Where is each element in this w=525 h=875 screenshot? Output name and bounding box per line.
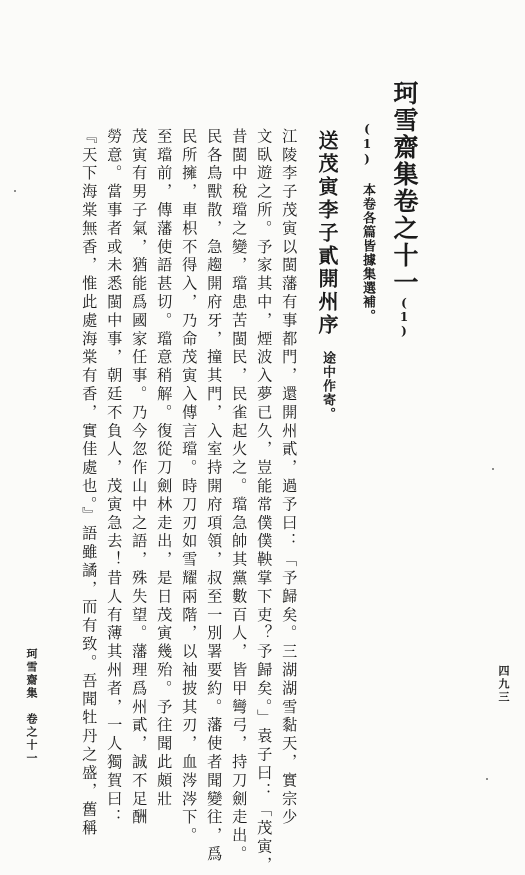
section-heading-note: 途中作寄。 bbox=[320, 351, 335, 421]
body-column-4: 民各鳥獸散，急趨開府牙，撞其門，入室持開府項領，叔至一別署要約。藩使者聞變往，爲 bbox=[205, 128, 224, 864]
body-column-8: 勞意。當事者或未悉閩中事，朝廷不負人，茂寅急去！昔人有薄其州者，一人獨賀曰： bbox=[105, 128, 124, 828]
scan-speck bbox=[492, 468, 494, 470]
page-number: 四九三 bbox=[497, 665, 510, 704]
volume-title-text: 珂雪齋集卷之十一 bbox=[390, 80, 419, 296]
section-heading-text: 送茂寅李子貳開州序 bbox=[315, 130, 339, 337]
title-footnote-marker: (1) bbox=[397, 296, 411, 338]
body-column-3: 昔閩中稅璫之變，璫患苦閩民，民雀起火之。璫急帥其黨數百人，皆甲彎弓，持刀劍走出。 bbox=[230, 128, 249, 864]
scan-speck bbox=[486, 778, 488, 780]
body-column-7: 茂寅有男子氣，猶能爲國家任事。乃今忽作山中之語，殊失望。藩理爲州貳，誠不足酬 bbox=[130, 128, 149, 828]
editorial-note-text: 本卷各篇皆據集選補。 bbox=[360, 183, 375, 323]
body-column-2: 文臥遊之所。予家其中，煙波入夢已久，豈能常僕僕鞅掌下吏？予歸矣。」袁子曰：「茂寅， bbox=[255, 128, 274, 875]
body-column-1: 江陵李子茂寅以閩藩有事都門，還開州貳，過予曰：「予歸矣。三湖湖雪黏天，實宗少 bbox=[280, 128, 299, 828]
scan-speck bbox=[14, 190, 16, 192]
editorial-note bbox=[361, 122, 374, 323]
body-column-9: 『天下海棠無香，惟此處海棠有香，實佳處也。』語雖譎，而有致。吾聞牡丹之盛，舊稱 bbox=[80, 128, 99, 838]
body-column-5: 民所擁，車枳不得入，乃命茂寅入傳言璫。時刀刃如雪耀兩階，以袖披其刃，血涔涔下。 bbox=[180, 128, 199, 846]
section-heading bbox=[317, 130, 337, 421]
running-footer: 珂雪齋集 卷之十一 bbox=[25, 648, 38, 765]
body-column-6: 至璫前，傳藩使語甚切。璫意稍解。復從刀劍林走出，是日茂寅幾殆。予往聞此頗壯 bbox=[155, 128, 174, 809]
editorial-note-marker: (1) bbox=[360, 122, 374, 167]
volume-title bbox=[392, 80, 417, 338]
